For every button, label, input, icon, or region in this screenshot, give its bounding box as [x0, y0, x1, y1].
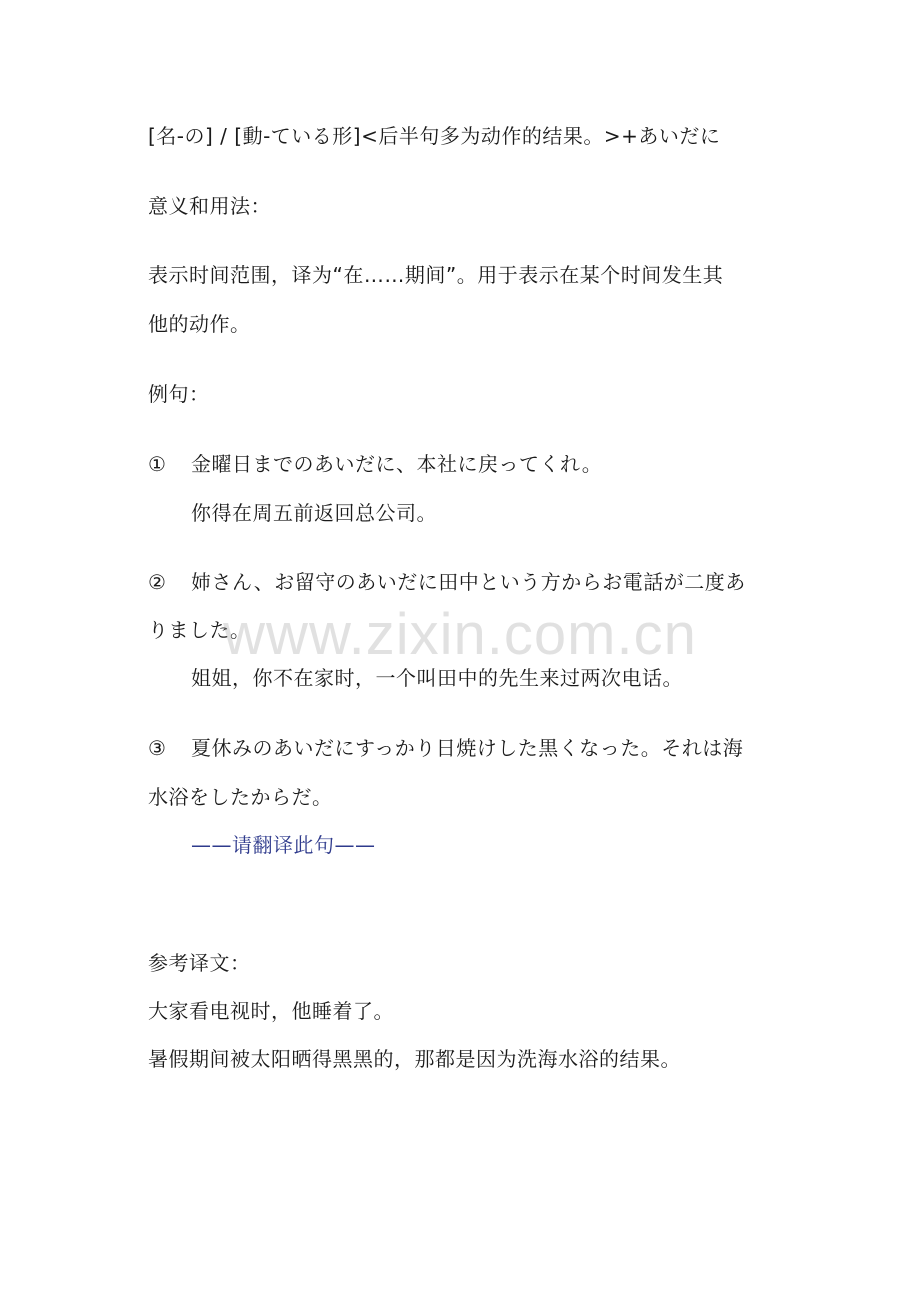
example-2-translation: 姐姐，你不在家时，一个叫田中的先生来过两次电话。 [191, 666, 683, 690]
example-1-translation: 你得在周五前返回总公司。 [191, 501, 437, 525]
reference-line-2: 暑假期间被太阳晒得黑黑的，那都是因为洗海水浴的结果。 [148, 1047, 681, 1071]
meaning-line-2: 他的动作。 [148, 312, 251, 336]
example-3-japanese [148, 735, 743, 761]
example-sentence: 金曜日までのあいだに、本社に戻ってくれ。 [191, 452, 603, 476]
example-number: ③ [148, 736, 167, 760]
example-2-japanese-cont: りました。 [148, 618, 251, 642]
example-3-japanese-cont: 水浴をしたからだ。 [148, 785, 333, 809]
meaning-line-1: 表示时间范围，译为“在……期间”。用于表示在某个时间发生其 [148, 263, 724, 287]
watermark: www.zixin.com.cn [223, 602, 697, 667]
example-2-japanese [148, 569, 746, 595]
examples-heading: 例句： [148, 382, 210, 406]
meaning-heading: 意义和用法： [148, 194, 271, 218]
example-1-japanese [148, 451, 602, 477]
reference-heading: 参考译文： [148, 951, 251, 975]
example-sentence: 姉さん、お留守のあいだに田中という方からお電話が二度あ [191, 570, 746, 594]
example-number: ① [148, 452, 167, 476]
reference-line-1: 大家看电视时，他睡着了。 [148, 999, 394, 1023]
example-number: ② [148, 570, 167, 594]
example-sentence: 夏休みのあいだにすっかり日焼けした黒くなった。それは海 [191, 736, 744, 760]
translate-prompt-link[interactable]: ——请翻译此句—— [191, 833, 376, 857]
grammar-pattern: [名-の] / [動-ている形]<后半句多为动作的结果。>+あいだに [148, 124, 721, 148]
